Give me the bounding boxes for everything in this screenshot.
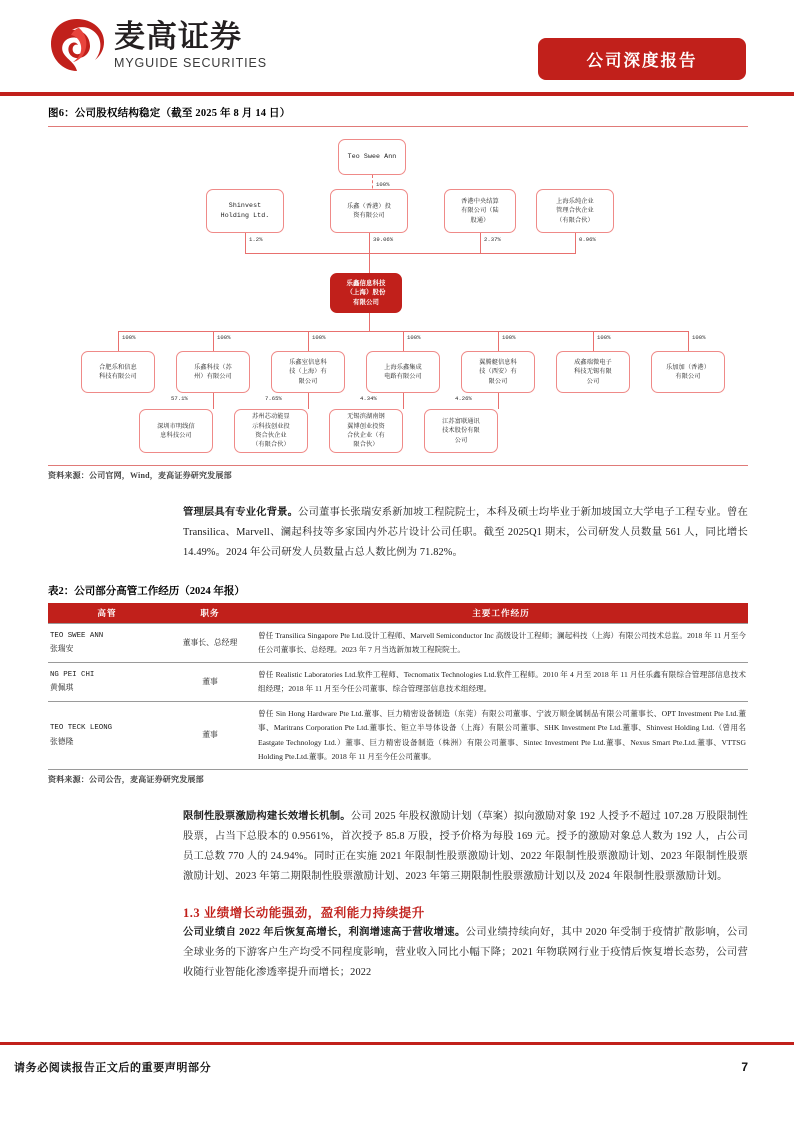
exec-role-cell: 董事长、总经理 <box>166 624 254 663</box>
org-edge-t4-3 <box>403 393 404 409</box>
org-pct-t4-1: 57.1% <box>171 395 188 402</box>
org-node-top <box>338 139 406 175</box>
report-type-badge <box>538 38 746 80</box>
exec-name-cell <box>48 663 166 702</box>
exec-bio-cell: 曾任 Transilica Singapore Pte Ltd.设计工程师、Marvell Semiconductor Inc 高级设计工程师；澜起科技（上海）有限公司技术总监。2018 年 11 月至今任公司董事长、总经理。2023 年 7 月当选新加坡工程院院士。 <box>254 624 748 663</box>
exec-name-en: TEO SWEE ANN <box>50 631 104 640</box>
equity-paragraph-block <box>48 807 748 887</box>
section-paragraph-lead: 公司业绩自 2022 年后恢复高增长，利润增速高于营收增速。 <box>183 926 466 938</box>
equity-paragraph-body: 公司 2025 年股权激励计划（草案）拟向激励对象 192 人授予不超过 107.28 万股限制性股票，占当下总股本的 0.9561%，首次授予 85.8 万股，授予价格为每股 169 元。授予的激励对象总人数为 192 人，占公司员工总数 770 人的 24.94%。同时正在实施 2021 年限制性股票激励计划、2022 年限制性股票激励计划、2023 年限制性股票激励计划、2023 年第二期限制性股票激励计划、2023 年第三期限制性股票激励计划以及 2024 年限制性股票激励计划。 <box>183 810 748 882</box>
exec-name-cn: 张瑞安 <box>50 644 74 654</box>
table-row <box>48 663 748 702</box>
org-pct-t4-2: 7.65% <box>265 395 282 402</box>
figure-source: 资料来源：公司官网，Wind，麦高证券研究发展部 <box>48 471 232 480</box>
management-paragraph <box>183 503 748 563</box>
exec-name-cell <box>48 702 166 769</box>
org-edge-center-out <box>369 313 370 331</box>
table-header-row <box>48 603 748 624</box>
section-1-3-block <box>48 903 748 983</box>
org-edge-center-in <box>369 253 370 273</box>
org-edge-t3-1 <box>118 331 119 351</box>
brand-name-en: MYGUIDE SECURITIES <box>114 55 268 70</box>
org-node-lexin-suzhou: 乐鑫科技（苏 州）有限公司 <box>176 351 250 393</box>
page-number: 7 <box>741 1060 748 1074</box>
org-pct-shinvest: 1.2% <box>249 236 263 243</box>
org-edge-t2-2 <box>369 233 370 253</box>
figure-caption: 图6：公司股权结构稳定（截至 2025 年 8 月 14 日） <box>48 108 291 119</box>
exec-name-cn: 张德隆 <box>50 736 74 746</box>
org-pct-t3-5: 100% <box>502 334 516 341</box>
exec-name-cn: 黄佩琪 <box>50 683 74 693</box>
org-node-shanghai-ic: 上海乐鑫集成 电路有限公司 <box>366 351 440 393</box>
org-node-shinvest: Shinvest Holding Ltd. <box>206 189 284 233</box>
org-node-chengxin-wuxi: 成鑫瑞微电子 科技无锡有限 公司 <box>556 351 630 393</box>
footer-disclaimer: 请务必阅读报告正文后的重要声明部分 <box>14 1062 212 1074</box>
col-header-role: 职务 <box>166 603 254 624</box>
org-edge-t2-1 <box>245 233 246 253</box>
header-divider <box>0 92 794 96</box>
org-edge-t4-1 <box>213 393 214 409</box>
org-pct-t3-2: 100% <box>217 334 231 341</box>
org-node-hkscc: 香港中央结算 有限公司（陆 股通） <box>444 189 516 233</box>
org-node-lechun: 上海乐纯企业 管理合伙企业 （有限合伙） <box>536 189 614 233</box>
org-pct-top: 100% <box>376 181 390 188</box>
management-paragraph-block <box>48 503 748 563</box>
section-heading: 1.3 业绩增长动能强劲，盈利能力持续提升 <box>183 905 425 920</box>
org-pct-t3-7: 100% <box>692 334 706 341</box>
exec-experience-table <box>48 603 748 769</box>
org-edge-t4-2 <box>308 393 309 409</box>
org-edge-t4-4 <box>498 393 499 409</box>
exec-bio-cell: 曾任 Realistic Laboratories Ltd.软件工程师、Tecnomatix Technologies Ltd.软件工程师。2010 年 4 月至 2018 年 11 月任乐鑫有限综合管理部信息技术组经理；2018 年 11 月至今任公司董事、综合管理部信息技术组经理。 <box>254 663 748 702</box>
management-paragraph-body: 公司董事长张瑞安系新加坡工程院院士，本科及硕士均毕业于新加坡国立大学电子工程专业。曾在 Transilica、Marvell、澜起科技等多家国内外芯片设计公司任职。截至 2025Q1 期末，公司研发人员数量 561 人，同比增长 14.49%。2024 年公司研发人员数量占总人数比例为 71.82%。 <box>183 507 748 559</box>
org-node-suzhou-xindongneng: 苏州芯动能显 示科技创业投 资合伙企业 （有限合伙） <box>234 409 308 453</box>
org-node-company: 乐鑫信息科技 （上海）股份 有限公司 <box>330 273 402 313</box>
exec-bio-cell: 曾任 Sin Hong Hardware Pte Ltd.董事、巨力精密设备制造（东莞）有限公司董事、宁波万顺金属制品有限公司董事长、OPT Investment Pte Ltd.董事、Maritrans Corporation Pte Ltd.董事长、钜立半导体设备（上海）有限公司董事、SHK Investment Pte Ltd.董事、Shinvest Holding Ltd.（曾用名 Eastgate Technology Ltd.）董事、巨力精密设备制造（株洲）有限公司董事、Sintec Investment Pte Ltd.董事、Nexus Smart Pte.Ltd.董事、VTTSG Holding Pte.Ltd.董事。2018 年 11 月至今任公司董事。 <box>254 702 748 769</box>
brand-name-cn: 麦高证券 <box>114 18 242 54</box>
table-row <box>48 702 748 769</box>
page-content <box>48 105 748 983</box>
org-pct-lexin-hk: 39.06% <box>373 236 394 243</box>
equity-paragraph <box>183 807 748 887</box>
exec-role-cell: 董事 <box>166 663 254 702</box>
report-type-label: 公司深度报告 <box>586 51 698 70</box>
equity-paragraph-lead: 限制性股票激励构建长效增长机制。 <box>183 810 351 822</box>
page-footer <box>0 1052 794 1082</box>
org-edge-t2-4 <box>575 233 576 253</box>
org-pct-t3-3: 100% <box>312 334 326 341</box>
table-caption: 表2：公司部分高管工作经历（2024 年报） <box>48 586 245 598</box>
section-paragraph-body: 公司业绩持续向好，其中 2020 年受制于疫情扩散影响，公司全球业务的下游客户生产均受不同程度影响，营业收入同比小幅下降；2021 年物联网行业于疫情后恢复增长态势，公司营收随行业智能化渗透率提升而增长；2022 <box>183 926 748 979</box>
page-header <box>0 0 794 96</box>
exec-name-en: NG PEI CHI <box>50 670 95 679</box>
exec-role-cell: 董事 <box>166 702 254 769</box>
col-header-exec: 高管 <box>48 603 166 624</box>
org-pct-t4-4: 4.26% <box>455 395 472 402</box>
org-node-lejiajia-hk: 乐加加（香港） 有限公司 <box>651 351 725 393</box>
org-pct-hkscc: 2.37% <box>484 236 501 243</box>
ownership-structure-chart <box>48 126 748 466</box>
table-source: 资料来源：公司公告，麦高证券研究发展部 <box>48 774 204 784</box>
org-node-lexinshi-shanghai: 乐鑫室信息科 技（上海）有 限公司 <box>271 351 345 393</box>
org-edge-t3-3 <box>308 331 309 351</box>
footer-divider <box>0 1042 794 1045</box>
exec-name-cell <box>48 624 166 663</box>
org-pct-t4-3: 4.34% <box>360 395 377 402</box>
org-edge-t3-2 <box>213 331 214 351</box>
org-edge-t3-4 <box>403 331 404 351</box>
myguide-swirl-logo <box>48 16 106 74</box>
org-pct-t3-1: 100% <box>122 334 136 341</box>
org-node-wuxi-binhu: 无锡滨湖南钢 翼博创业投资 合伙企业（有 限合伙） <box>329 409 403 453</box>
brand-logo <box>48 16 267 74</box>
org-edge-t3-6 <box>593 331 594 351</box>
org-node-shenzhen-mingxian: 深圳市明线信 息科技公司 <box>139 409 213 453</box>
org-edge-t3-5 <box>498 331 499 351</box>
org-node-hefei-lehe: 合肥乐和信息 科技有限公司 <box>81 351 155 393</box>
org-node-label: Teo Swee Ann <box>347 153 397 161</box>
exec-table-block <box>48 583 748 784</box>
org-edge-t3-7 <box>688 331 689 351</box>
org-node-lexin-hk: 乐鑫（香港）投 资有限公司 <box>330 189 408 233</box>
org-pct-t3-4: 100% <box>407 334 421 341</box>
org-pct-lechun: 0.96% <box>579 236 596 243</box>
org-pct-t3-6: 100% <box>597 334 611 341</box>
org-bus-t2 <box>245 253 576 254</box>
exec-name-en: TEO TECK LEONG <box>50 723 113 732</box>
org-edge-t2-3 <box>480 233 481 253</box>
org-node-yiteng-xian: 翼腾艇信息科 技（西安）有 限公司 <box>461 351 535 393</box>
table-row <box>48 624 748 663</box>
org-node-jiangsu-fulian: 江苏富联通讯 技术股份有限 公司 <box>424 409 498 453</box>
management-paragraph-lead: 管理层具有专业化背景。 <box>183 507 299 518</box>
col-header-experience: 主要工作经历 <box>254 603 748 624</box>
section-paragraph <box>183 923 748 983</box>
